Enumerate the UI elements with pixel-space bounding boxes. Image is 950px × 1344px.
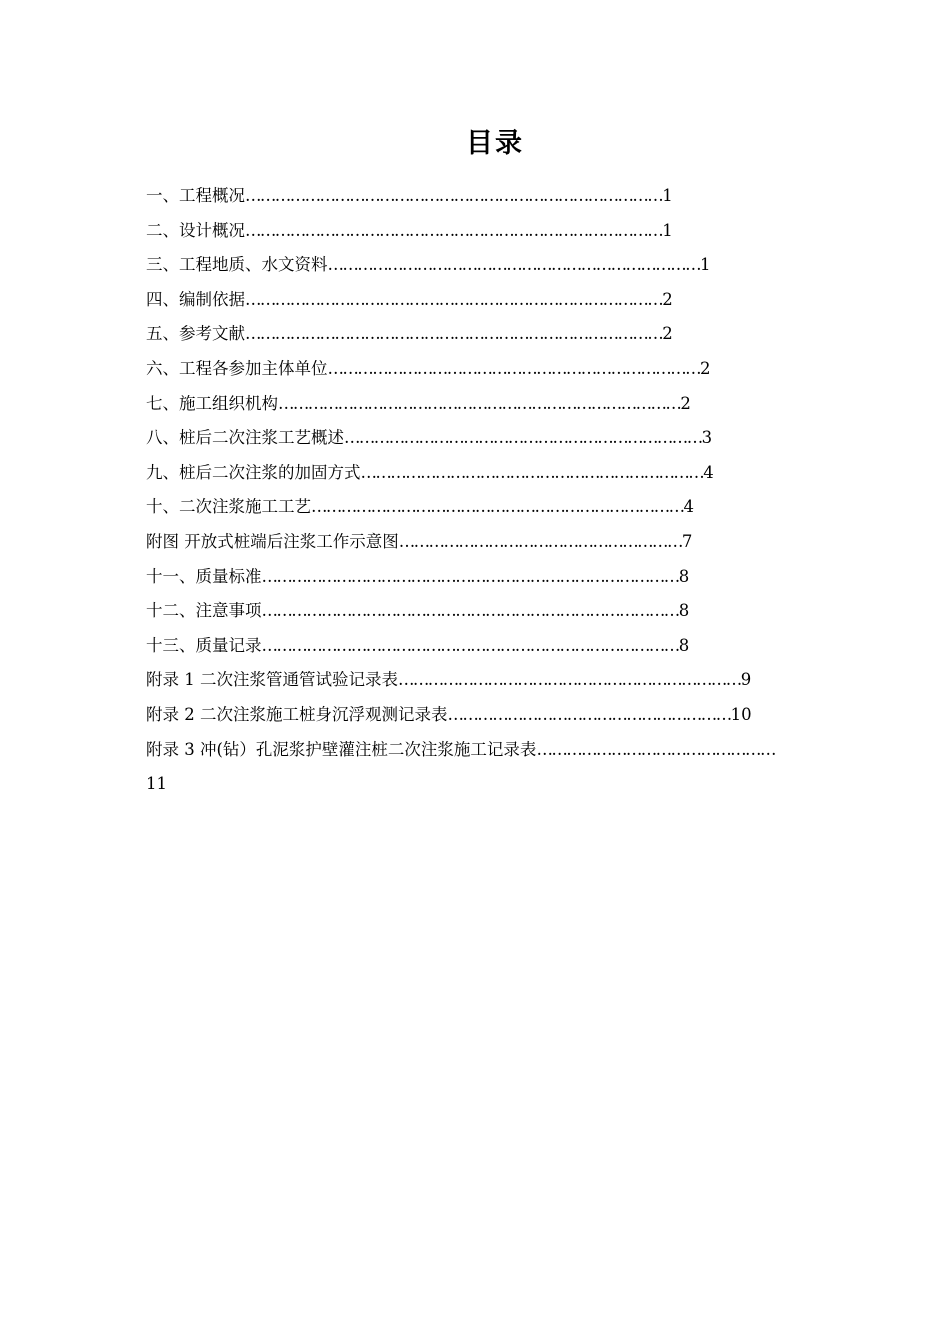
toc-leader-dots: ………………………………………………………………………… bbox=[245, 289, 663, 309]
toc-entry-label: 三、工程地质、水文资料 bbox=[146, 255, 328, 275]
toc-entry[interactable] bbox=[146, 663, 806, 698]
toc-leader-dots: ………………………………………………………………………… bbox=[261, 566, 679, 586]
toc-entry[interactable] bbox=[146, 525, 806, 560]
toc-leader-dots: ………………………………………… bbox=[536, 739, 775, 759]
toc-entry[interactable] bbox=[146, 733, 806, 768]
toc-entry[interactable] bbox=[146, 456, 806, 491]
toc-entry[interactable] bbox=[146, 283, 806, 318]
toc-entry[interactable] bbox=[146, 352, 806, 387]
toc-entry-label: 九、桩后二次注浆的加固方式 bbox=[146, 462, 361, 482]
toc-entry-page: 4 bbox=[703, 462, 714, 482]
toc-title: 目录 bbox=[466, 128, 524, 159]
toc-entry-label: 十二、注意事项 bbox=[146, 601, 262, 621]
toc-leader-dots: ………………………………………………… bbox=[447, 704, 731, 724]
toc-entry-page: 10 bbox=[730, 704, 752, 724]
toc-entry[interactable] bbox=[146, 490, 806, 525]
toc-entry[interactable] bbox=[146, 594, 806, 629]
toc-entry[interactable] bbox=[146, 698, 806, 733]
toc-entry-page: 8 bbox=[678, 601, 690, 621]
toc-entry-label: 六、工程各参加主体单位 bbox=[146, 358, 328, 378]
toc-entry-page: 1 bbox=[700, 255, 711, 275]
toc-entry-label: 附录 3 冲(钻）孔泥浆护壁灌注桩二次注浆施工记录表 bbox=[146, 739, 537, 759]
toc-entry[interactable] bbox=[146, 560, 806, 595]
toc-leader-dots: ……………………………………………………………… bbox=[344, 428, 702, 448]
toc-leader-dots: ………………………………………………………………… bbox=[327, 255, 701, 275]
toc-leader-dots: ……………………………………………………………………… bbox=[278, 393, 681, 413]
toc-entry-page: 2 bbox=[662, 324, 673, 344]
toc-leader-dots: …………………………………………………………… bbox=[398, 670, 741, 690]
toc-entry-label: 十三、质量记录 bbox=[146, 635, 262, 655]
toc-entry-page: 4 bbox=[683, 497, 695, 517]
toc-entry[interactable] bbox=[146, 387, 806, 422]
toc-list bbox=[146, 179, 806, 802]
toc-entry-page: 8 bbox=[678, 566, 690, 586]
toc-leader-dots: ………………………………………………………………………… bbox=[245, 324, 663, 344]
toc-entry[interactable] bbox=[146, 629, 806, 664]
toc-leader-dots: ………………………………………………………………………… bbox=[261, 635, 679, 655]
toc-leader-dots: ………………………………………………………………………… bbox=[261, 601, 679, 621]
toc-entry-label: 五、参考文献 bbox=[146, 324, 245, 344]
toc-entry-page: 7 bbox=[681, 531, 693, 551]
toc-entry-page: 2 bbox=[700, 358, 711, 378]
toc-entry-label: 一、工程概况 bbox=[146, 186, 245, 205]
toc-entry-label: 附录 2 二次注浆施工桩身沉浮观测记录表 bbox=[146, 704, 448, 724]
toc-entry-label: 十、二次注浆施工工艺 bbox=[146, 497, 311, 517]
toc-entry-page-continued bbox=[146, 767, 806, 802]
toc-entry-label: 二、设计概况 bbox=[146, 220, 245, 240]
toc-leader-dots: ………………………………………………… bbox=[398, 531, 682, 551]
toc-entry-label: 附图 开放式桩端后注浆工作示意图 bbox=[146, 531, 399, 551]
toc-leader-dots: ………………………………………………………………… bbox=[311, 497, 684, 517]
toc-leader-dots: …………………………………………………………… bbox=[360, 462, 704, 482]
toc-entry-page: 11 bbox=[146, 774, 167, 794]
toc-entry[interactable] bbox=[146, 317, 806, 352]
toc-entry[interactable] bbox=[146, 214, 806, 249]
toc-entry-label: 十一、质量标准 bbox=[146, 566, 262, 586]
toc-entry-page: 2 bbox=[662, 289, 673, 309]
toc-entry-label: 四、编制依据 bbox=[146, 289, 245, 309]
toc-entry-page: 9 bbox=[740, 670, 752, 690]
toc-entry-label: 附录 1 二次注浆管通管试验记录表 bbox=[146, 670, 398, 690]
toc-leader-dots: ………………………………………………………………………… bbox=[245, 220, 663, 240]
toc-entry-label: 八、桩后二次注浆工艺概述 bbox=[146, 428, 344, 448]
toc-entry[interactable] bbox=[146, 179, 806, 214]
toc-entry-page: 3 bbox=[701, 428, 713, 448]
toc-leader-dots: ………………………………………………………………… bbox=[327, 358, 701, 378]
toc-leader-dots: ………………………………………………………………………… bbox=[245, 186, 663, 205]
toc-entry[interactable] bbox=[146, 421, 806, 456]
toc-entry-page: 1 bbox=[662, 220, 673, 240]
toc-entry-page: 8 bbox=[678, 635, 690, 655]
toc-entry-page: 2 bbox=[680, 393, 691, 413]
toc-entry-page: 1 bbox=[662, 186, 673, 205]
toc-entry[interactable] bbox=[146, 248, 806, 283]
toc-entry-label: 七、施工组织机构 bbox=[146, 393, 278, 413]
